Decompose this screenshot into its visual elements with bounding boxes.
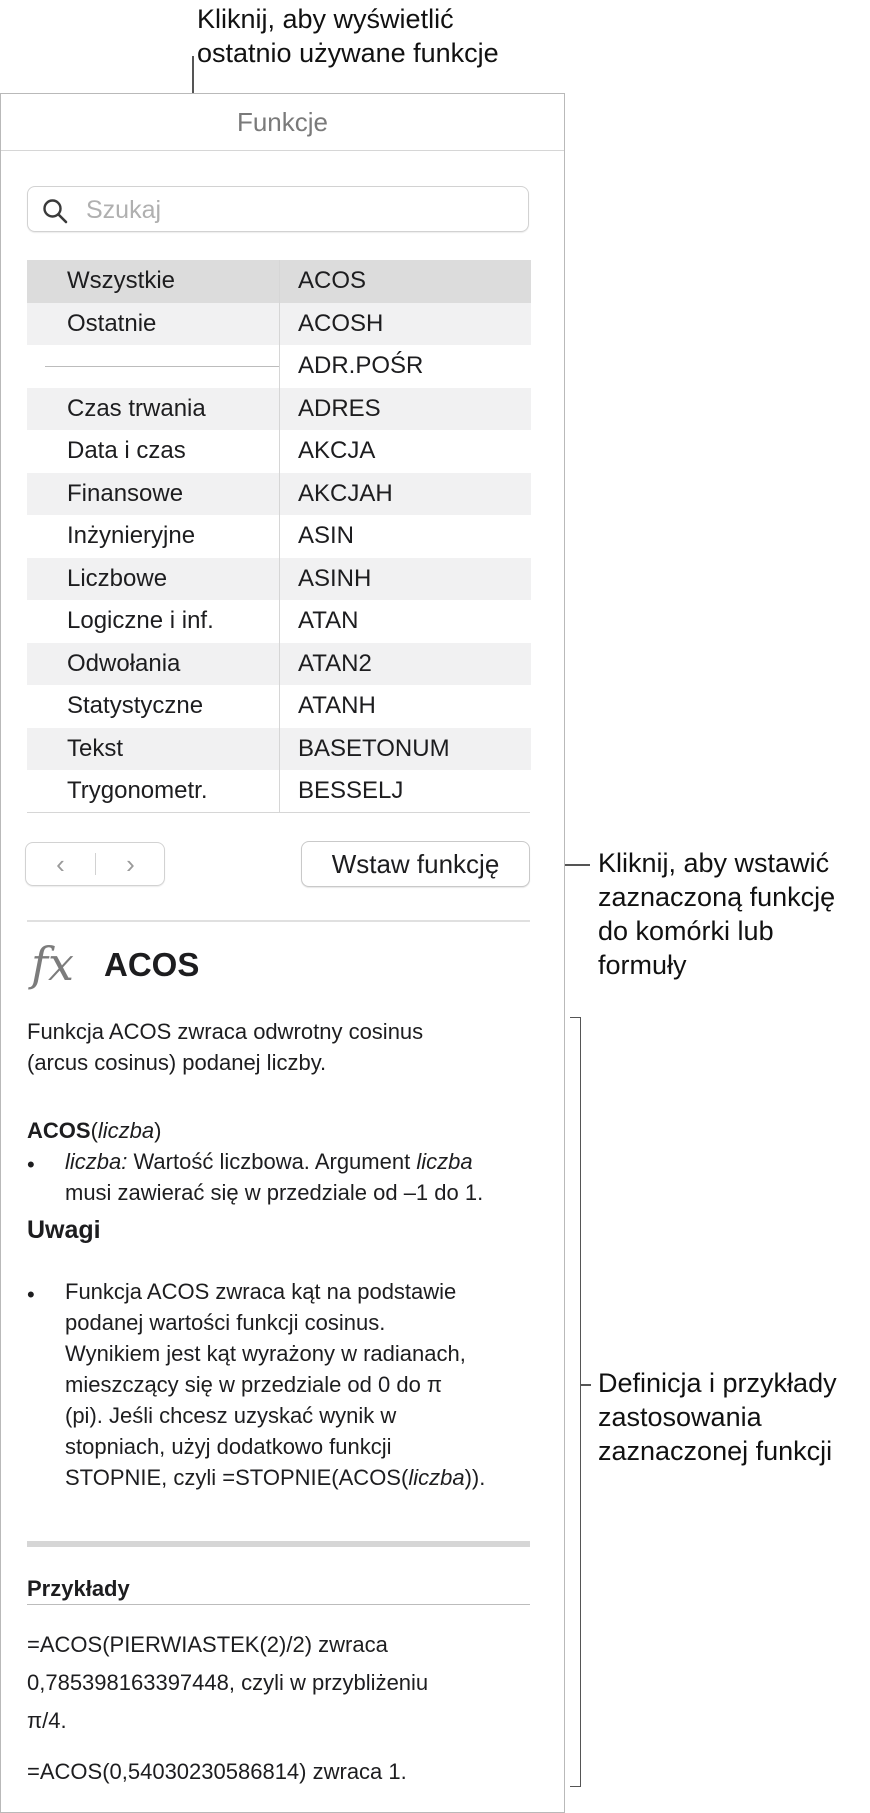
function-list [279, 260, 531, 812]
search-field[interactable] [27, 186, 529, 232]
function-item[interactable]: ATAN [298, 607, 359, 634]
callout-insert-line2: zaznaczoną funkcję [598, 882, 836, 912]
callout-insert-line3: do komórki lub [598, 916, 774, 946]
callout-definition-line1: Definicja i przykłady [598, 1368, 837, 1398]
bullet-dot: • [27, 1152, 35, 1177]
category-recent[interactable]: Ostatnie [27, 303, 279, 346]
function-item[interactable]: ASIN [298, 522, 355, 549]
category-item[interactable]: Odwołania [27, 643, 279, 686]
callout-recent [197, 2, 499, 70]
function-item[interactable]: ADR.POŚR [298, 352, 424, 379]
function-item[interactable]: BASETONUM [280, 728, 531, 771]
notes-line: Wynikiem jest kąt wyrażony w radianach, [65, 1341, 466, 1366]
argument-text-line2: musi zawierać się w przedziale od –1 do 1. [65, 1180, 484, 1205]
category-item[interactable]: Finansowe [27, 473, 279, 516]
insert-function-button[interactable]: Wstaw funkcję [301, 841, 530, 887]
search-icon [42, 198, 68, 224]
category-item[interactable]: Logiczne i inf. [67, 607, 214, 634]
callout-definition-pointer [580, 1384, 591, 1386]
function-item[interactable]: BESSELJ [298, 777, 404, 804]
back-button[interactable]: ‹ [56, 849, 65, 879]
function-item[interactable]: ADRES [280, 388, 531, 431]
argument-description [65, 1146, 535, 1208]
function-item[interactable]: ASINH [280, 558, 531, 601]
description-line: Funkcja ACOS zwraca odwrotny cosinus [27, 1019, 424, 1044]
examples-heading: Przykłady [27, 1576, 130, 1601]
category-item[interactable]: Inżynieryjne [67, 522, 196, 549]
function-syntax: ACOS(liczba) [27, 1118, 162, 1143]
category-item[interactable]: Data i czas [67, 437, 186, 464]
argument-text: Wartość liczbowa. Argument [127, 1149, 417, 1174]
callout-insert-line4: formuły [598, 950, 687, 980]
syntax-name: ACOS [27, 1118, 91, 1143]
callout-insert [598, 846, 835, 982]
notes-last-pre: STOPNIE, czyli =STOPNIE(ACOS( [65, 1465, 409, 1490]
category-item[interactable]: Czas trwania [27, 388, 279, 431]
category-separator [27, 345, 279, 388]
notes-line [65, 1462, 535, 1493]
function-item[interactable]: AKCJAH [280, 473, 531, 516]
function-browser [27, 260, 530, 813]
notes-line: stopniach, użyj dodatkowo funkcji [65, 1434, 392, 1459]
example-2: =ACOS(0,54030230586814) zwraca 1. [27, 1759, 407, 1784]
callout-definition [598, 1366, 837, 1468]
example-line: 0,785398163397448, czyli w przybliżeniu [27, 1670, 429, 1695]
callout-definition-bracket [570, 1017, 581, 1787]
examples-rule [27, 1604, 530, 1605]
category-item[interactable]: Trygonometr. [67, 777, 208, 804]
callout-definition-line2: zastosowania [598, 1402, 762, 1432]
category-item[interactable]: Statystyczne [67, 692, 204, 719]
description-line: (arcus cosinus) podanej liczby. [27, 1050, 327, 1075]
argument-text-italic: liczba [416, 1149, 473, 1174]
history-nav [25, 842, 165, 886]
function-item[interactable]: ATAN2 [280, 643, 531, 686]
syntax-arg: liczba [97, 1118, 155, 1143]
notes-text [65, 1276, 535, 1493]
notes-last-arg: liczba [408, 1465, 465, 1490]
callout-insert-line1: Kliknij, aby wstawić [598, 848, 830, 878]
category-list [27, 260, 279, 813]
category-item[interactable]: Liczbowe [27, 558, 279, 601]
notes-line: Funkcja ACOS zwraca kąt na podstawie [65, 1279, 457, 1304]
function-item[interactable]: ACOSH [280, 303, 531, 346]
function-item[interactable]: ATANH [298, 692, 376, 719]
example-line: π/4. [27, 1708, 67, 1733]
forward-button[interactable]: › [126, 849, 135, 879]
panel-title: Funkcje [1, 94, 564, 151]
detail-divider [27, 920, 530, 922]
callout-recent-line2: ostatnio używane funkcje [197, 38, 499, 68]
notes-line: podanej wartości funkcji cosinus. [65, 1310, 386, 1335]
bullet-dot: • [27, 1282, 35, 1307]
function-item-selected[interactable]: ACOS [280, 260, 531, 303]
notes-last-post: )). [464, 1465, 486, 1490]
example-line: =ACOS(PIERWIASTEK(2)/2) zwraca [27, 1632, 388, 1657]
callout-definition-line3: zaznaczonej funkcji [598, 1436, 833, 1466]
function-item[interactable]: AKCJA [298, 437, 376, 464]
search-input[interactable] [84, 193, 518, 227]
callout-recent-line1: Kliknij, aby wyświetlić [197, 4, 454, 34]
function-description [27, 1016, 537, 1078]
category-item[interactable]: Tekst [27, 728, 279, 771]
fx-icon: fx [31, 937, 74, 991]
functions-panel [0, 93, 565, 1813]
argument-name: liczba: [65, 1149, 128, 1174]
examples-divider [27, 1541, 530, 1547]
notes-line: (pi). Jeśli chcesz uzyskać wynik w [65, 1403, 397, 1428]
category-all[interactable]: Wszystkie [27, 260, 279, 303]
function-name: ACOS [104, 946, 200, 983]
notes-heading: Uwagi [27, 1216, 101, 1244]
notes-line: mieszczący się w przedziale od 0 do π [65, 1372, 443, 1397]
example-1 [27, 1626, 537, 1740]
